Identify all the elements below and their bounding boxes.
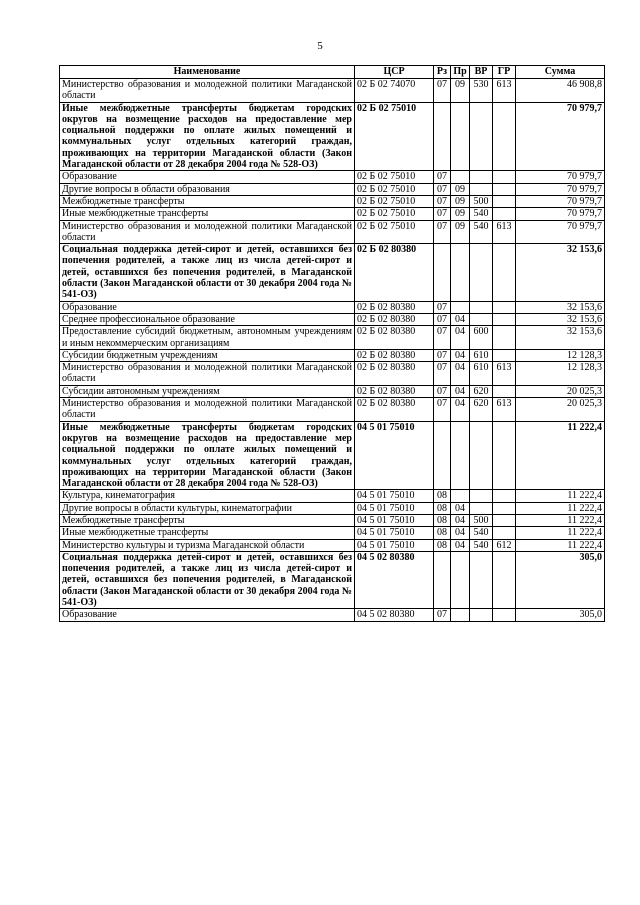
cell-vr: 620 bbox=[470, 398, 493, 422]
cell-csr: 02 Б 02 75010 bbox=[355, 195, 434, 207]
cell-pr: 04 bbox=[451, 502, 470, 514]
cell-name: Министерство образования и молодежной политики Магаданской области bbox=[60, 220, 355, 244]
cell-csr: 04 5 01 75010 bbox=[355, 490, 434, 502]
cell-pr: 09 bbox=[451, 195, 470, 207]
cell-rz: 08 bbox=[434, 490, 451, 502]
cell-sum: 20 025,3 bbox=[516, 398, 605, 422]
cell-rz bbox=[434, 551, 451, 608]
cell-name: Среднее профессиональное образование bbox=[60, 313, 355, 325]
cell-csr: 04 5 01 75010 bbox=[355, 502, 434, 514]
cell-gr: 612 bbox=[493, 539, 516, 551]
cell-pr bbox=[451, 102, 470, 171]
header-rz: Рз bbox=[434, 66, 451, 79]
cell-name: Министерство образования и молодежной политики Магаданской области bbox=[60, 79, 355, 103]
cell-pr: 04 bbox=[451, 514, 470, 526]
header-vr: ВР bbox=[470, 66, 493, 79]
cell-name: Иные межбюджетные трансферты бюджетам городских округов на возмещение расходов на предоставление мер социальной поддержки по оплате жилых помещений и коммунальных услуг отдельных категорий граждан, проживающих на территории Магаданской области (Закон Магаданской области от 28 декабря 2004 года № 528-ОЗ) bbox=[60, 102, 355, 171]
cell-rz: 07 bbox=[434, 385, 451, 397]
cell-vr: 500 bbox=[470, 514, 493, 526]
cell-pr: 04 bbox=[451, 527, 470, 539]
cell-sum: 12 128,3 bbox=[516, 362, 605, 386]
cell-gr bbox=[493, 349, 516, 361]
table-row bbox=[60, 326, 605, 350]
cell-sum: 11 222,4 bbox=[516, 490, 605, 502]
cell-gr: 613 bbox=[493, 220, 516, 244]
cell-rz: 07 bbox=[434, 171, 451, 183]
cell-pr: 04 bbox=[451, 349, 470, 361]
cell-csr: 02 Б 02 80380 bbox=[355, 313, 434, 325]
table-row bbox=[60, 539, 605, 551]
cell-name: Министерство образования и молодежной политики Магаданской области bbox=[60, 362, 355, 386]
cell-pr: 04 bbox=[451, 326, 470, 350]
cell-vr: 540 bbox=[470, 220, 493, 244]
cell-pr bbox=[451, 244, 470, 301]
table-header-row bbox=[60, 66, 605, 79]
table-row bbox=[60, 349, 605, 361]
cell-pr bbox=[451, 490, 470, 502]
header-gr: ГР bbox=[493, 66, 516, 79]
table-row bbox=[60, 514, 605, 526]
cell-sum: 70 979,7 bbox=[516, 208, 605, 220]
cell-sum: 11 222,4 bbox=[516, 514, 605, 526]
cell-sum: 11 222,4 bbox=[516, 527, 605, 539]
cell-sum: 32 153,6 bbox=[516, 313, 605, 325]
cell-sum: 70 979,7 bbox=[516, 171, 605, 183]
cell-csr: 02 Б 02 75010 bbox=[355, 171, 434, 183]
cell-gr bbox=[493, 385, 516, 397]
cell-csr: 02 Б 02 74070 bbox=[355, 79, 434, 103]
cell-rz: 07 bbox=[434, 79, 451, 103]
table-row bbox=[60, 385, 605, 397]
table-row bbox=[60, 301, 605, 313]
cell-vr: 540 bbox=[470, 208, 493, 220]
cell-csr: 02 Б 02 80380 bbox=[355, 326, 434, 350]
cell-gr bbox=[493, 244, 516, 301]
cell-vr: 620 bbox=[470, 385, 493, 397]
table-row bbox=[60, 244, 605, 301]
table-row bbox=[60, 79, 605, 103]
cell-gr bbox=[493, 490, 516, 502]
table-row bbox=[60, 102, 605, 171]
cell-name: Культура, кинематография bbox=[60, 490, 355, 502]
cell-pr: 04 bbox=[451, 362, 470, 386]
cell-pr: 04 bbox=[451, 398, 470, 422]
cell-sum: 70 979,7 bbox=[516, 195, 605, 207]
table-row bbox=[60, 609, 605, 621]
table-row bbox=[60, 195, 605, 207]
cell-sum: 11 222,4 bbox=[516, 539, 605, 551]
cell-name: Другие вопросы в области культуры, кинематографии bbox=[60, 502, 355, 514]
cell-rz: 07 bbox=[434, 220, 451, 244]
cell-rz bbox=[434, 421, 451, 490]
cell-csr: 02 Б 02 80380 bbox=[355, 244, 434, 301]
cell-vr bbox=[470, 183, 493, 195]
cell-sum: 305,0 bbox=[516, 609, 605, 621]
cell-name: Межбюджетные трансферты bbox=[60, 195, 355, 207]
budget-table bbox=[59, 65, 605, 622]
cell-gr bbox=[493, 514, 516, 526]
cell-rz: 08 bbox=[434, 502, 451, 514]
cell-vr bbox=[470, 551, 493, 608]
cell-sum: 305,0 bbox=[516, 551, 605, 608]
cell-pr: 09 bbox=[451, 220, 470, 244]
cell-csr: 02 Б 02 80380 bbox=[355, 362, 434, 386]
table-row bbox=[60, 183, 605, 195]
cell-gr: 613 bbox=[493, 79, 516, 103]
cell-name: Предоставление субсидий бюджетным, автономным учреждениям и иным некоммерческим организациям bbox=[60, 326, 355, 350]
cell-name: Социальная поддержка детей-сирот и детей, оставшихся без попечения родителей, а также лиц из числа детей-сирот и детей, оставшихся без попечения родителей, в Магаданской области (Закон Магаданской области от 30 декабря 2004 года № 541-ОЗ) bbox=[60, 244, 355, 301]
cell-vr: 530 bbox=[470, 79, 493, 103]
cell-vr bbox=[470, 171, 493, 183]
table-row bbox=[60, 208, 605, 220]
table-row bbox=[60, 313, 605, 325]
cell-gr bbox=[493, 502, 516, 514]
cell-pr bbox=[451, 421, 470, 490]
cell-rz bbox=[434, 244, 451, 301]
cell-pr bbox=[451, 551, 470, 608]
cell-gr bbox=[493, 195, 516, 207]
cell-rz: 07 bbox=[434, 301, 451, 313]
cell-name: Министерство культуры и туризма Магаданской области bbox=[60, 539, 355, 551]
cell-sum: 12 128,3 bbox=[516, 349, 605, 361]
cell-vr: 610 bbox=[470, 349, 493, 361]
cell-sum: 11 222,4 bbox=[516, 421, 605, 490]
cell-name: Межбюджетные трансферты bbox=[60, 514, 355, 526]
cell-pr bbox=[451, 301, 470, 313]
cell-pr: 09 bbox=[451, 183, 470, 195]
cell-csr: 04 5 02 80380 bbox=[355, 609, 434, 621]
cell-sum: 70 979,7 bbox=[516, 220, 605, 244]
table-row bbox=[60, 551, 605, 608]
table-body bbox=[60, 79, 605, 622]
cell-csr: 02 Б 02 80380 bbox=[355, 301, 434, 313]
table-row bbox=[60, 220, 605, 244]
cell-pr: 09 bbox=[451, 208, 470, 220]
cell-sum: 32 153,6 bbox=[516, 244, 605, 301]
page-number: 5 bbox=[317, 40, 323, 52]
cell-rz bbox=[434, 102, 451, 171]
cell-sum: 32 153,6 bbox=[516, 326, 605, 350]
cell-csr: 02 Б 02 75010 bbox=[355, 220, 434, 244]
cell-csr: 02 Б 02 75010 bbox=[355, 208, 434, 220]
cell-vr: 540 bbox=[470, 527, 493, 539]
cell-gr bbox=[493, 313, 516, 325]
cell-gr bbox=[493, 326, 516, 350]
cell-pr: 04 bbox=[451, 313, 470, 325]
cell-rz: 07 bbox=[434, 609, 451, 621]
cell-name: Субсидии бюджетным учреждениям bbox=[60, 349, 355, 361]
table-row bbox=[60, 171, 605, 183]
cell-csr: 02 Б 02 80380 bbox=[355, 398, 434, 422]
cell-csr: 04 5 01 75010 bbox=[355, 514, 434, 526]
cell-vr: 610 bbox=[470, 362, 493, 386]
table-row bbox=[60, 362, 605, 386]
cell-rz: 08 bbox=[434, 539, 451, 551]
cell-name: Образование bbox=[60, 609, 355, 621]
cell-rz: 07 bbox=[434, 398, 451, 422]
cell-pr: 04 bbox=[451, 385, 470, 397]
cell-name: Иные межбюджетные трансферты бюджетам городских округов на возмещение расходов на предоставление мер социальной поддержки по оплате жилых помещений и коммунальных услуг отдельных категорий граждан, проживающих на территории Магаданской области (Закон Магаданской области от 28 декабря 2004 года № 528-ОЗ) bbox=[60, 421, 355, 490]
cell-gr bbox=[493, 102, 516, 171]
cell-name: Образование bbox=[60, 301, 355, 313]
cell-pr bbox=[451, 171, 470, 183]
cell-vr: 500 bbox=[470, 195, 493, 207]
cell-vr: 540 bbox=[470, 539, 493, 551]
cell-name: Другие вопросы в области образования bbox=[60, 183, 355, 195]
cell-csr: 02 Б 02 75010 bbox=[355, 183, 434, 195]
cell-sum: 20 025,3 bbox=[516, 385, 605, 397]
cell-rz: 07 bbox=[434, 362, 451, 386]
cell-gr bbox=[493, 609, 516, 621]
table-row bbox=[60, 421, 605, 490]
cell-vr bbox=[470, 102, 493, 171]
cell-sum: 70 979,7 bbox=[516, 102, 605, 171]
cell-vr: 600 bbox=[470, 326, 493, 350]
cell-vr bbox=[470, 313, 493, 325]
cell-name: Образование bbox=[60, 171, 355, 183]
cell-vr bbox=[470, 301, 493, 313]
cell-rz: 07 bbox=[434, 349, 451, 361]
cell-pr: 09 bbox=[451, 79, 470, 103]
cell-gr: 613 bbox=[493, 362, 516, 386]
cell-pr bbox=[451, 609, 470, 621]
table-row bbox=[60, 502, 605, 514]
cell-sum: 46 908,8 bbox=[516, 79, 605, 103]
cell-rz: 08 bbox=[434, 527, 451, 539]
cell-name: Субсидии автономным учреждениям bbox=[60, 385, 355, 397]
header-sum: Сумма bbox=[516, 66, 605, 79]
cell-gr bbox=[493, 527, 516, 539]
cell-csr: 04 5 02 80380 bbox=[355, 551, 434, 608]
cell-vr bbox=[470, 244, 493, 301]
cell-rz: 07 bbox=[434, 313, 451, 325]
cell-rz: 08 bbox=[434, 514, 451, 526]
cell-csr: 02 Б 02 80380 bbox=[355, 349, 434, 361]
cell-rz: 07 bbox=[434, 326, 451, 350]
cell-gr bbox=[493, 551, 516, 608]
cell-vr bbox=[470, 490, 493, 502]
table-row bbox=[60, 490, 605, 502]
cell-name: Министерство образования и молодежной политики Магаданской области bbox=[60, 398, 355, 422]
cell-csr: 02 Б 02 75010 bbox=[355, 102, 434, 171]
cell-name: Социальная поддержка детей-сирот и детей, оставшихся без попечения родителей, а также лиц из числа детей-сирот и детей, оставшихся без попечения родителей, в Магаданской области (Закон Магаданской области от 30 декабря 2004 года № 541-ОЗ) bbox=[60, 551, 355, 608]
cell-rz: 07 bbox=[434, 208, 451, 220]
cell-rz: 07 bbox=[434, 195, 451, 207]
cell-gr bbox=[493, 183, 516, 195]
cell-vr bbox=[470, 502, 493, 514]
header-csr: ЦСР bbox=[355, 66, 434, 79]
cell-csr: 04 5 01 75010 bbox=[355, 527, 434, 539]
cell-gr bbox=[493, 301, 516, 313]
cell-csr: 04 5 01 75010 bbox=[355, 539, 434, 551]
cell-pr: 04 bbox=[451, 539, 470, 551]
table-row bbox=[60, 398, 605, 422]
cell-gr bbox=[493, 208, 516, 220]
cell-gr bbox=[493, 171, 516, 183]
header-pr: Пр bbox=[451, 66, 470, 79]
cell-name: Иные межбюджетные трансферты bbox=[60, 527, 355, 539]
cell-vr bbox=[470, 421, 493, 490]
cell-vr bbox=[470, 609, 493, 621]
cell-csr: 04 5 01 75010 bbox=[355, 421, 434, 490]
cell-sum: 32 153,6 bbox=[516, 301, 605, 313]
table-row bbox=[60, 527, 605, 539]
header-name: Наименование bbox=[60, 66, 355, 79]
cell-name: Иные межбюджетные трансферты bbox=[60, 208, 355, 220]
cell-sum: 70 979,7 bbox=[516, 183, 605, 195]
cell-gr bbox=[493, 421, 516, 490]
cell-csr: 02 Б 02 80380 bbox=[355, 385, 434, 397]
cell-rz: 07 bbox=[434, 183, 451, 195]
cell-gr: 613 bbox=[493, 398, 516, 422]
cell-sum: 11 222,4 bbox=[516, 502, 605, 514]
